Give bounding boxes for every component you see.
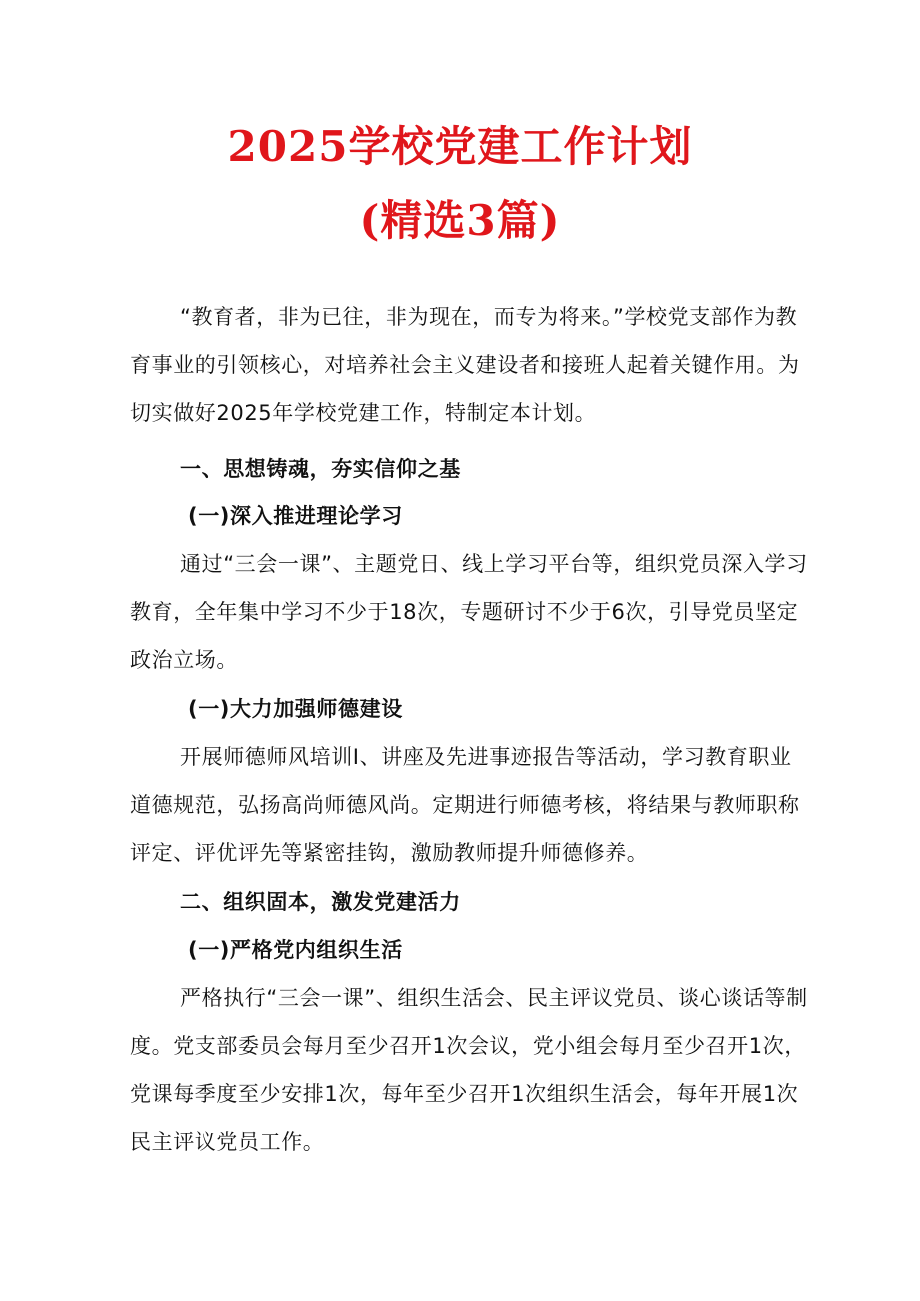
section-1-sub-1-heading: (一)深入推进理论学习: [188, 504, 403, 528]
section-1-sub-1-body: 通过“三会一课”、主题党日、线上学习平台等，组织党员深入学习教育，全年集中学习不少于18次，专题研讨不少于6次，引导党员坚定政治立场。: [130, 552, 808, 672]
section-2-sub-1-body: 严格执行“三会一课”、组织生活会、民主评议党员、谈心谈话等制度。党支部委员会每月至少召开1次会议，党小组会每月至少召开1次，党课每季度至少安排1次，每年至少召开1次组织生活会，每年开展1次民主评议党员工作。: [130, 986, 808, 1154]
section-2-heading: 二、组织固本，激发党建活力: [180, 890, 461, 914]
document-subtitle: (精选3篇): [359, 196, 561, 245]
section-1-heading: 一、思想铸魂，夯实信仰之基: [180, 457, 461, 481]
document-title: 2025学校党建工作计划: [227, 122, 693, 171]
intro-paragraph: “教育者，非为已往，非为现在，而专为将来。”学校党支部作为教育事业的引领核心，对培养社会主义建设者和接班人起着关键作用。为切实做好2025年学校党建工作，特制定本计划。: [130, 305, 800, 425]
section-2-sub-1-heading: (一)严格党内组织生活: [188, 938, 403, 962]
section-1-sub-2-body: 开展师德师风培训I、讲座及先进事迹报告等活动，学习教育职业道德规范，弘扬高尚师德风尚。定期进行师德考核，将结果与教师职称评定、评优评先等紧密挂钩，激励教师提升师德修养。: [130, 745, 800, 865]
section-1-sub-2-heading: (一)大力加强师德建设: [188, 697, 403, 721]
